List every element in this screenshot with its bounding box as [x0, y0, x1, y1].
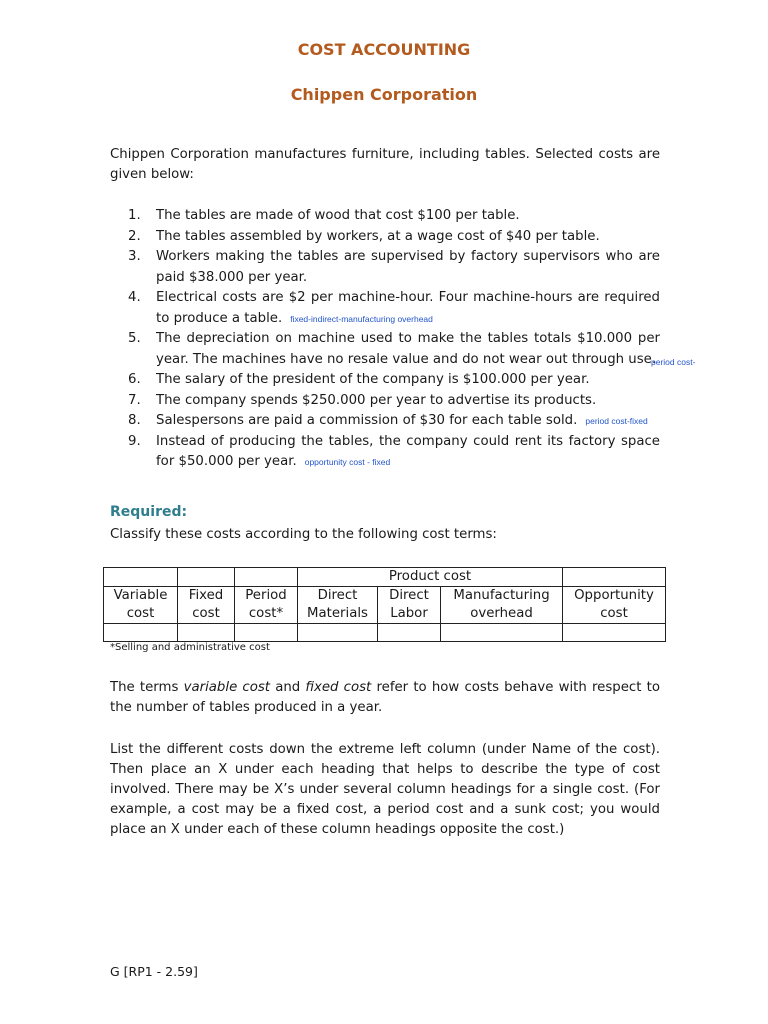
instructions-paragraph: List the different costs down the extreme left column (under Name of the cost). Then place an X under each heading that helps to describe the type of cost involved. There may be X’s under several column headings for a single cost. (For example, a cost may be a fixed cost, a period cost and a sunk cost; you would place an X under each of these column headings opposite the cost.) — [110, 742, 660, 837]
item-number: 3. — [128, 249, 141, 264]
list-item — [110, 411, 660, 432]
item-text: Workers making the tables are supervised by factory supervisors who are paid $38.000 per year. — [156, 249, 660, 285]
empty-cell — [178, 624, 235, 642]
item-text: The tables are made of wood that cost $100 per table. — [156, 208, 520, 223]
classification-table — [103, 567, 666, 642]
page-title: COST ACCOUNTING — [297, 40, 471, 59]
page-footer: G [RP1 - 2.59] — [110, 964, 198, 979]
header-variable-cost: Variable cost — [104, 587, 178, 624]
term-variable-cost: variable cost — [183, 680, 271, 695]
table-footnote: *Selling and administrative cost — [110, 642, 270, 653]
item-text: The tables assembled by workers, at a wage cost of $40 per table. — [156, 228, 600, 244]
item-number: 8. — [128, 413, 141, 428]
list-item — [110, 370, 660, 391]
terms-paragraph: The terms variable cost and fixed cost refer to how costs behave with respect to the number of tables produced in a year. — [110, 680, 660, 715]
required-heading: Required: — [110, 504, 188, 520]
item-number: 2. — [128, 228, 141, 244]
item-text: Electrical costs are $2 per machine-hour. Four machine-hours are required to produce a table. — [156, 290, 660, 326]
intro-paragraph: Chippen Corporation manufactures furniture, including tables. Selected costs are given below: — [110, 147, 660, 182]
header-direct-materials: Direct Materials — [298, 587, 378, 624]
empty-cell — [235, 624, 298, 642]
page-subtitle: Chippen Corporation — [290, 85, 478, 104]
empty-cell — [441, 624, 563, 642]
list-item — [110, 391, 660, 412]
handwritten-annotation: period cost- — [651, 357, 696, 367]
handwritten-annotation: period cost-fixed — [585, 416, 648, 426]
item-number: 7. — [128, 392, 141, 408]
list-item — [110, 227, 660, 248]
item-text: Salespersons are paid a commission of $30 for each table sold. — [156, 413, 578, 428]
item-text: Instead of producing the tables, the company could rent its factory space for $50.000 per year. — [156, 433, 660, 469]
required-text: Classify these costs according to the following cost terms: — [110, 527, 497, 542]
item-text: The company spends $250.000 per year to advertise its products. — [156, 392, 597, 408]
header-direct-labor: Direct Labor — [378, 587, 441, 624]
header-opportunity-cost: Opportunity cost — [563, 587, 666, 624]
product-cost-header: Product cost — [298, 568, 563, 587]
list-item — [110, 432, 660, 473]
header-period-cost: Period cost* — [235, 587, 298, 624]
empty-cell — [298, 624, 378, 642]
cost-list — [110, 206, 660, 473]
item-text: The depreciation on machine used to make the tables totals $10.000 per year. The machines have no resale value and do not wear out through use. — [156, 331, 660, 367]
list-item — [110, 288, 660, 329]
header-manufacturing-overhead: Manufacturing overhead — [441, 587, 563, 624]
list-item — [110, 247, 660, 288]
empty-cell — [104, 624, 178, 642]
item-number: 9. — [128, 433, 141, 449]
list-item — [110, 329, 660, 370]
header-fixed-cost: Fixed cost — [178, 587, 235, 624]
handwritten-annotation: opportunity cost - fixed — [304, 457, 391, 467]
list-item — [110, 206, 660, 227]
item-number: 5. — [128, 331, 141, 346]
empty-cell — [378, 624, 441, 642]
item-number: 1. — [128, 208, 141, 223]
item-number: 4. — [128, 290, 141, 305]
handwritten-annotation: fixed-indirect-manufacturing overhead — [290, 313, 433, 324]
empty-cell — [563, 624, 666, 642]
item-text: The salary of the president of the company is $100.000 per year. — [156, 372, 590, 387]
item-number: 6. — [128, 372, 141, 387]
term-fixed-cost: fixed cost — [305, 680, 372, 695]
